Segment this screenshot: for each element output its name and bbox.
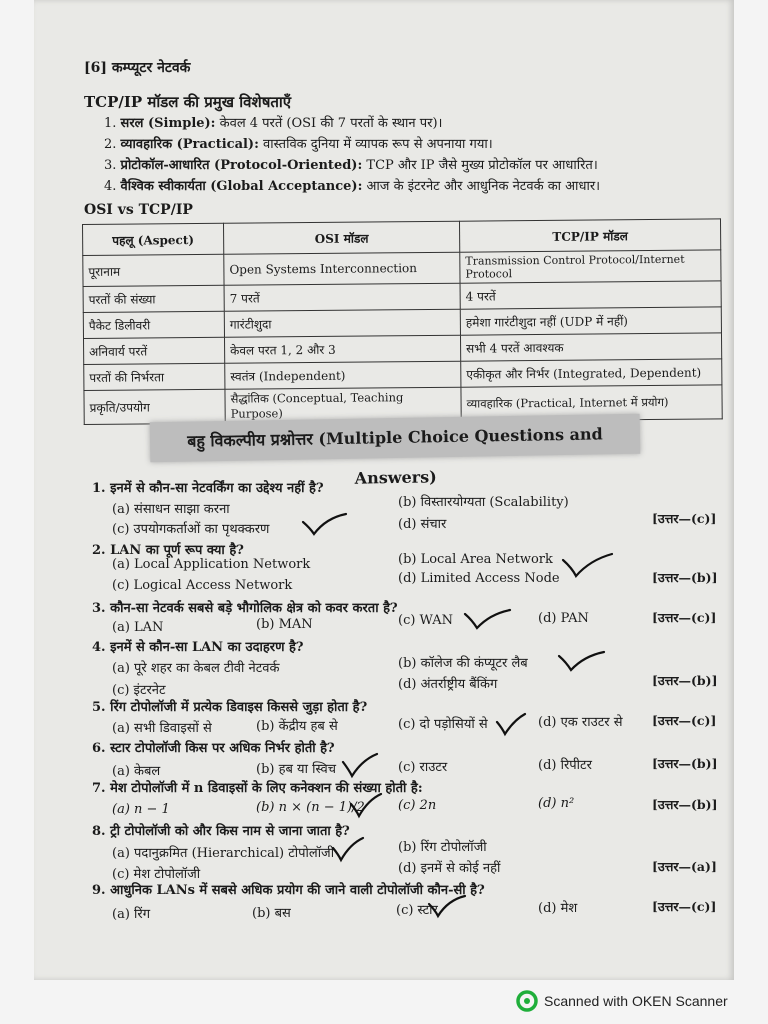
table-header-cell: OSI मॉडल [223,221,459,254]
answer-label: [उत्तर—(a)] [652,859,717,874]
option-d: (d) Limited Access Node [398,571,560,586]
option-a: (a) LAN [112,620,164,635]
table-cell: व्यावहारिक (Practical, Internet में प्रयोग) [461,385,722,421]
question-5: 5. रिंग टोपोलॉजी में प्रत्येक डिवाइस किससे जुड़ा होता है? [92,700,368,715]
option-b: (b) हब या स्विच [256,762,337,777]
option-d: (d) n² [538,796,575,811]
feature-item [104,113,442,131]
option-b: (b) n × (n − 1)/2 [256,800,365,815]
option-a: (a) रिंग [112,907,151,922]
option-d: (d) PAN [538,611,589,626]
question-8: 8. ट्री टोपोलॉजी को और किस नाम से जाना जाता है? [92,824,350,839]
option-c: (c) Logical Access Network [112,578,293,593]
feature-bold: व्यावहारिक (Practical): [120,137,259,152]
option-a: (a) पूरे शहर का केबल टीवी नेटवर्क [112,661,280,676]
option-c: (c) इंटरनेट [112,683,166,698]
feature-bold: वैश्विक स्वीकार्यता (Global Acceptance): [120,179,363,194]
option-a: (a) पदानुक्रमित (Hierarchical) टोपोलॉजी [112,846,335,861]
option-a: (a) Local Application Network [112,557,311,572]
option-d: (d) संचार [398,517,447,532]
feature-num: 2. [104,137,117,152]
option-c: (c) 2n [398,798,437,813]
option-b: (b) कॉलेज की कंप्यूटर लैब [398,656,528,671]
answer-label: [उत्तर—(c)] [652,713,717,728]
question-2: 2. LAN का पूर्ण रूप क्या है? [92,543,244,558]
option-d: (d) अंतर्राष्ट्रीय बैंकिंग [398,677,498,692]
option-c: (c) स्टार [396,903,438,918]
table-header-cell: TCP/IP मॉडल [459,219,720,252]
table-header-cell: पहलू (Aspect) [83,223,224,255]
feature-text: वास्तविक दुनिया में व्यापक रूप से अपनाया गया। [258,137,493,152]
feature-num: 1. [104,116,117,131]
comparison-table [82,218,723,425]
answer-label: [उत्तर—(c)] [652,899,717,914]
checkmark-icon [426,894,468,920]
question-4: 4. इनमें से कौन-सा LAN का उदाहरण है? [92,640,304,655]
table-cell: प्रकृति/उपयोग [84,389,225,424]
feature-item [104,176,600,194]
option-b: (b) बस [252,906,291,921]
comparison-title: OSI vs TCP/IP [84,202,193,218]
question-7: 7. मेश टोपोलॉजी में n डिवाइसों के लिए कनेक्शन की संख्या होती है: [92,781,423,796]
checkmark-icon [556,650,608,674]
table-cell: परतों की संख्या [83,285,224,312]
features-title: TCP/IP मॉडल की प्रमुख विशेषताएँ [84,93,292,111]
checkmark-icon [300,512,350,538]
answer-label: [उत्तर—(b)] [652,756,718,771]
option-d: (d) इनमें से कोई नहीं [398,861,501,876]
oken-scanner-icon [516,990,538,1012]
answer-label: [उत्तर—(b)] [652,570,718,585]
checkmark-icon [560,552,616,580]
mcq-banner: बहु विकल्पीय प्रश्नोत्तर (Multiple Choice Questions and Answers) [150,414,641,463]
question-6: 6. स्टार टोपोलॉजी किस पर अधिक निर्भर होती है? [92,741,335,756]
scanner-badge [516,990,728,1012]
option-c: (c) राउटर [398,760,448,775]
feature-text: आज के इंटरनेट और आधुनिक नेटवर्क का आधार। [362,179,601,194]
option-d: (d) रिपीटर [538,758,592,773]
table-cell: 7 परतें [224,283,460,311]
option-a: (a) सभी डिवाइसों से [112,721,212,736]
table-cell: परतों की निर्भरता [84,363,225,390]
question-9: 9. आधुनिक LANs में सबसे अधिक प्रयोग की जाने वाली टोपोलॉजी कौन-सी है? [92,883,485,898]
table-cell: सभी 4 परतें आवश्यक [460,333,721,361]
option-c: (c) उपयोगकर्ताओं का पृथक्करण [112,522,270,537]
option-b: (b) केंद्रीय हब से [256,719,338,734]
option-a: (a) n − 1 [112,802,170,817]
checkmark-icon [330,836,366,864]
checkmark-icon [494,712,528,738]
table-cell: अनिवार्य परतें [83,337,224,364]
answer-label: [उत्तर—(c)] [652,610,717,625]
table-cell: हमेशा गारंटीशुदा नहीं (UDP में नहीं) [460,307,721,335]
answer-label: [उत्तर—(b)] [652,673,718,688]
option-d: (d) एक राउटर से [538,715,623,730]
answer-label: [उत्तर—(b)] [652,797,718,812]
table-cell: स्वतंत्र (Independent) [225,361,461,389]
option-a: (a) केबल [112,764,161,779]
question-1: 1. इनमें से कौन-सा नेटवर्किंग का उद्देश्य नहीं है? [92,481,324,496]
table-cell: Open Systems Interconnection [224,252,460,285]
table-cell: पैकेट डिलीवरी [83,311,224,338]
table-cell: Transmission Control Protocol/Internet Protocol [460,250,721,283]
table-cell: एकीकृत और निर्भर (Integrated, Dependent) [461,359,722,387]
answer-label: [उत्तर—(c)] [652,511,717,526]
option-a: (a) संसाधन साझा करना [112,502,230,517]
feature-bold: प्रोटोकॉल-आधारित (Protocol-Oriented): [120,158,363,173]
feature-item [104,155,598,173]
option-d: (d) मेश [538,901,578,916]
checkmark-icon [462,608,514,632]
feature-item [104,134,493,152]
option-b: (b) विस्तारयोग्यता (Scalability) [398,495,569,510]
table-cell: सैद्धांतिक (Conceptual, Teaching Purpose) [225,387,461,423]
feature-text: TCP और IP जैसे मुख्य प्रोटोकॉल पर आधारित। [362,158,598,173]
page-header: [6] कम्प्यूटर नेटवर्क [84,60,191,76]
feature-num: 4. [104,179,117,194]
feature-text: केवल 4 परतें (OSI की 7 परतों के स्थान पर)। [215,116,443,131]
table-cell: पूरानाम [83,254,224,286]
option-c: (c) मेश टोपोलॉजी [112,867,201,882]
table-cell: केवल परत 1, 2 और 3 [224,335,460,363]
table-cell: गारंटीशुदा [224,309,460,337]
feature-bold: सरल (Simple): [120,116,216,131]
option-b: (b) रिंग टोपोलॉजी [398,840,487,855]
option-c: (c) WAN [398,613,454,628]
table-cell: 4 परतें [460,281,721,309]
option-c: (c) दो पड़ोसियों से [398,717,488,732]
checkmark-icon [348,792,384,820]
feature-num: 3. [104,158,117,173]
option-b: (b) MAN [256,617,313,632]
checkmark-icon [340,752,380,780]
question-3: 3. कौन-सा नेटवर्क सबसे बड़े भौगोलिक क्षेत्र को कवर करता है? [92,601,398,616]
option-b: (b) Local Area Network [398,552,553,567]
scanner-text: Scanned with OKEN Scanner [544,993,728,1009]
